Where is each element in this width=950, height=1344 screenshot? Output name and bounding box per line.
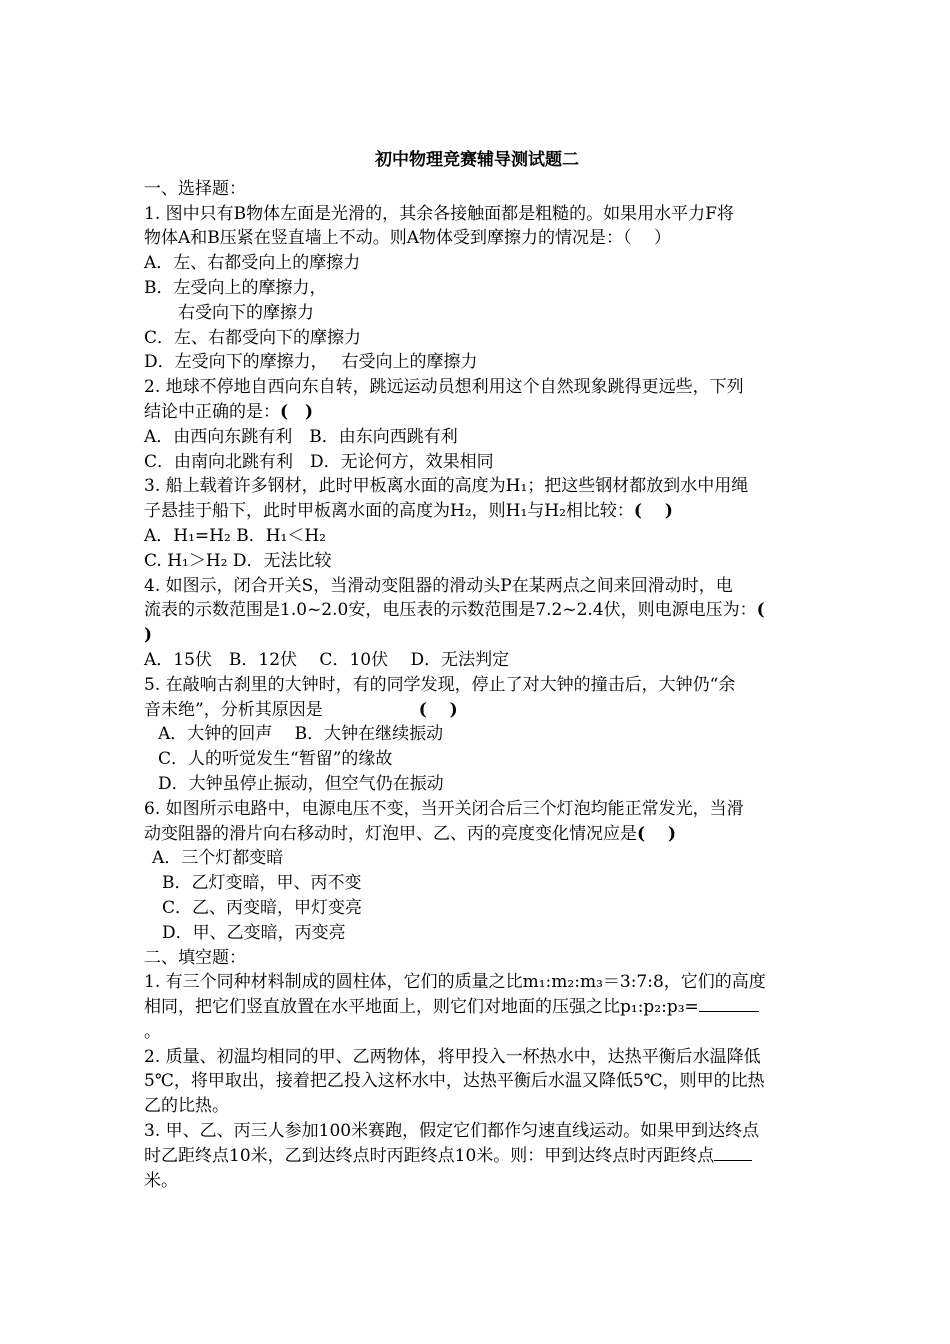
q5-option-c: C．人的听觉发生“暂留”的缘故 [158, 749, 393, 770]
f2-line-1: 2. 质量、初温均相同的甲、乙两物体，将甲投入一杯热水中，达热平衡后水温降低 [144, 1046, 761, 1067]
q3-stem-line-2 [144, 499, 810, 524]
q5-options-ab: A．大钟的回声 B．大钟在继续振动 [158, 724, 444, 745]
q4-answer-paren-open: ( [756, 600, 765, 621]
q3-stem-line-1: 3. 船上载着许多钢材，此时甲板离水面的高度为H₁；把这些钢材都放到水中用绳 [144, 476, 749, 497]
q2-stem-line-2 [144, 400, 810, 425]
q6-option-d: D．甲、乙变暗，丙变亮 [162, 922, 346, 943]
q4-answer-paren-close-line [144, 623, 810, 648]
q6-option-b: B．乙灯变暗，甲、丙不变 [162, 873, 362, 894]
q5-stem-text: 音未绝”，分析其原因是 [144, 699, 323, 720]
q4-answer-paren-close: ) [144, 625, 153, 646]
q1-stem-line-2: 物体A和B压紧在竖直墙上不动。则A物体受到摩擦力的情况是：（ ） [144, 228, 671, 249]
q6-stem-line-1: 6. 如图所示电路中，电源电压不变，当开关闭合后三个灯泡均能正常发光，当滑 [144, 798, 744, 819]
f3-answer-blank [714, 1144, 752, 1161]
q2-stem-text: 结论中正确的是： [144, 401, 280, 422]
q1-option-c: C．左、右都受向下的摩擦力 [144, 327, 362, 348]
f3-line-3: 米。 [144, 1170, 178, 1191]
q3-answer-paren: ( ) [633, 501, 673, 522]
f1-line-2 [144, 995, 810, 1020]
f1-line-3: 。 [144, 1021, 161, 1042]
q5-answer-paren: ( ) [418, 699, 458, 720]
q4-options: A．15伏 B．12伏 C．10伏 D．无法判定 [144, 649, 510, 670]
q5-stem-line-1: 5. 在敲响古刹里的大钟时，有的同学发现，停止了对大钟的撞击后，大钟仍“余 [144, 674, 736, 695]
q4-stem-line-2 [144, 598, 810, 623]
q5-option-d: D．大钟虽停止振动，但空气仍在振动 [158, 773, 444, 794]
q2-options-cd: C．由南向北跳有利 D．无论何方，效果相同 [144, 451, 494, 472]
section-heading-fill: 二、填空题： [144, 947, 246, 968]
f2-line-2: 5℃，将甲取出，接着把乙投入这杯水中，达热平衡后水温又降低5℃，则甲的比热 [144, 1071, 765, 1092]
q5-stem-line-2 [144, 698, 810, 723]
q2-stem-line-1: 2. 地球不停地自西向东自转，跳远运动员想利用这个自然现象跳得更远些，下列 [144, 377, 744, 398]
q2-answer-paren: ( ) [280, 401, 314, 422]
q6-answer-paren: ( ) [637, 823, 677, 844]
f1-answer-blank [699, 995, 759, 1012]
f1-line-2-text: 相同，把它们竖直放置在水平地面上，则它们对地面的压强之比p₁:p₂:p₃= [144, 997, 699, 1018]
q1-option-a: A．左、右都受向上的摩擦力 [144, 253, 361, 274]
f2-line-3: 乙的比热。 [144, 1096, 229, 1117]
q1-option-d: D．左受向下的摩擦力， 右受向上的摩擦力 [144, 352, 478, 373]
q4-stem-line-1: 4. 如图示，闭合开关S，当滑动变阻器的滑动头P在某两点之间来回滑动时，电 [144, 575, 733, 596]
q2-options-ab: A．由西向东跳有利 B．由东向西跳有利 [144, 426, 458, 447]
f3-line-2-text: 时乙距终点10米，乙到达终点时丙距终点10米。则：甲到达终点时丙距终点 [144, 1145, 715, 1166]
q4-stem-text: 流表的示数范围是1.0~2.0安，电压表的示数范围是7.2~2.4伏，则电源电压为： [144, 600, 757, 621]
q6-option-a: A．三个灯都变暗 [152, 848, 284, 869]
q6-stem-line-2 [144, 822, 810, 847]
document-body [144, 148, 810, 1193]
q6-option-c: C．乙、丙变暗，甲灯变亮 [162, 897, 363, 918]
q1-stem-line-1: 1. 图中只有B物体左面是光滑的，其余各接触面都是粗糙的。如果用水平力F将 [144, 203, 734, 224]
f3-line-1: 3. 甲、乙、丙三人参加100米赛跑，假定它们都作匀速直线运动。如果甲到达终点 [144, 1121, 760, 1142]
f3-line-2 [144, 1144, 810, 1169]
page-title: 初中物理竞赛辅导测试题二 [375, 150, 579, 170]
q3-options-ab: A．H₁=H₂ B．H₁＜H₂ [144, 525, 326, 546]
section-heading-choice: 一、选择题： [144, 178, 246, 199]
q3-stem-text: 子悬挂于船下，此时甲板离水面的高度为H₂，则H₁与H₂相比较： [144, 501, 634, 522]
f1-line-1: 1. 有三个同种材料制成的圆柱体，它们的质量之比m₁:m₂:m₃＝3:7:8，它们的高度 [144, 972, 766, 993]
q1-option-b-line-1: B．左受向上的摩擦力， [144, 277, 327, 298]
q3-options-cd: C. H₁＞H₂ D．无法比较 [144, 550, 332, 571]
q1-option-b-line-2: 右受向下的摩擦力 [178, 302, 314, 323]
q6-stem-text: 动变阻器的滑片向右移动时，灯泡甲、乙、丙的亮度变化情况应是 [144, 823, 637, 844]
